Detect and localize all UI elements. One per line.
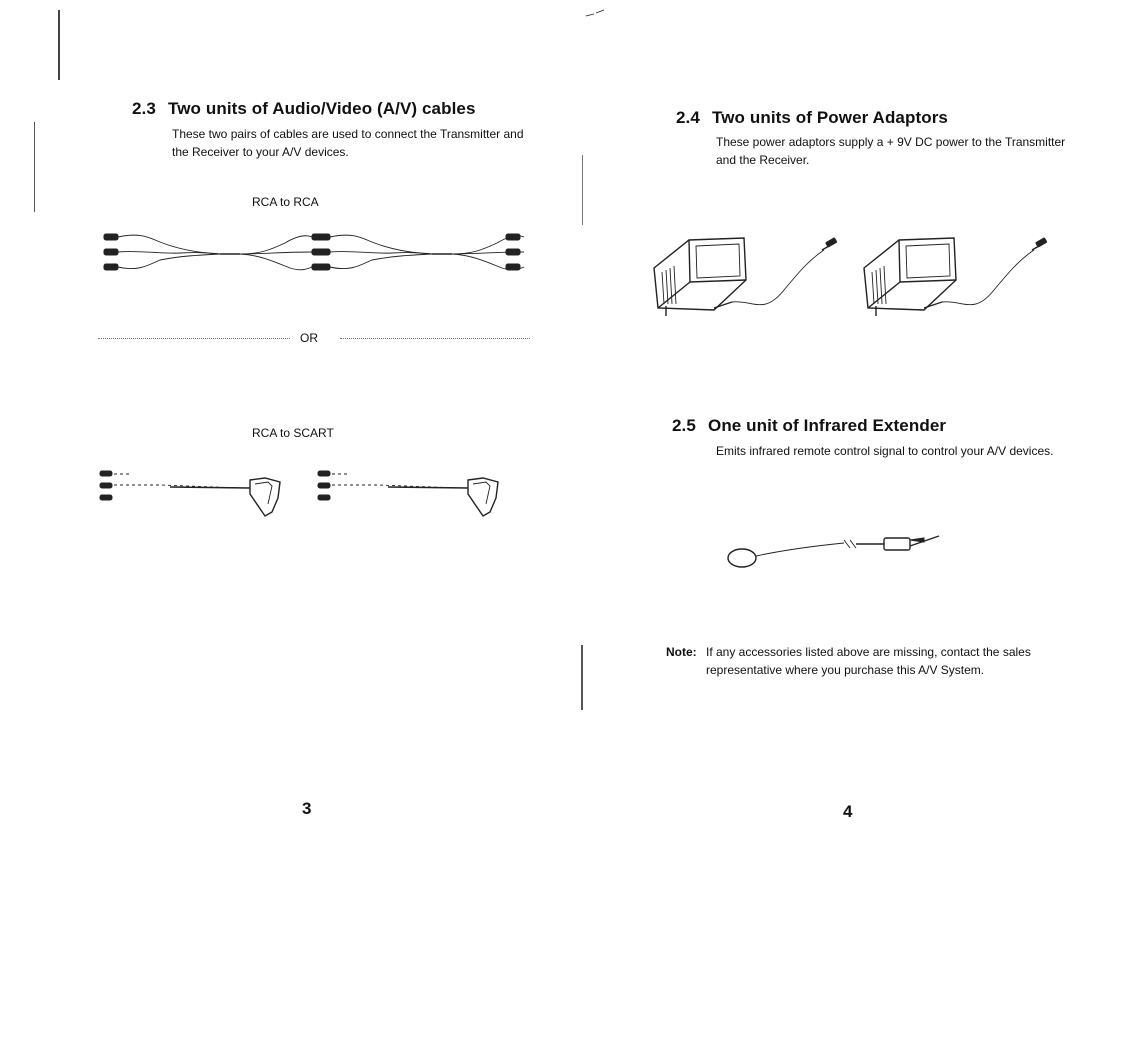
page-number-right: 4 xyxy=(843,802,853,821)
note-block xyxy=(666,643,1096,679)
scan-mark-center-1 xyxy=(582,155,583,225)
section-2-3-number: 2.3 xyxy=(132,99,156,118)
section-2-4-heading xyxy=(676,108,948,128)
separator-line-right xyxy=(340,338,530,339)
section-2-4-number: 2.4 xyxy=(676,108,700,127)
power-adaptor-icon xyxy=(644,220,1084,330)
infrared-extender-icon xyxy=(724,528,964,578)
caption-rca-to-rca: RCA to RCA xyxy=(252,195,319,209)
rca-cable-icon xyxy=(100,228,540,298)
scan-mark-center-2 xyxy=(581,645,583,710)
section-2-5-heading xyxy=(672,416,946,436)
caption-rca-to-scart: RCA to SCART xyxy=(252,426,334,440)
section-2-4-description: These power adaptors supply a + 9V DC power to the Transmitter and the Receiver. xyxy=(716,135,1066,167)
scan-mark-top xyxy=(586,8,606,18)
separator-line-left xyxy=(98,338,290,339)
note-text: If any accessories listed above are missing, contact the sales representative where you purchase this A/V System. xyxy=(706,645,1031,677)
section-2-4-title: Two units of Power Adaptors xyxy=(712,108,948,127)
page-number-left: 3 xyxy=(302,799,312,818)
section-2-3-description: These two pairs of cables are used to connect the Transmitter and the Receiver to your A/V devices. xyxy=(172,127,524,159)
section-2-3-title: Two units of Audio/Video (A/V) cables xyxy=(168,99,476,118)
note-label: Note: xyxy=(666,645,697,659)
scart-cable-icon xyxy=(100,468,540,528)
scan-mark-left-mid xyxy=(34,122,35,212)
section-2-5-number: 2.5 xyxy=(672,416,696,435)
scan-mark-left-top xyxy=(58,10,60,80)
separator-or-label: OR xyxy=(300,331,318,345)
section-2-5-description: Emits infrared remote control signal to control your A/V devices. xyxy=(716,444,1054,458)
section-2-5-title: One unit of Infrared Extender xyxy=(708,416,947,435)
section-2-3-heading xyxy=(132,99,476,119)
